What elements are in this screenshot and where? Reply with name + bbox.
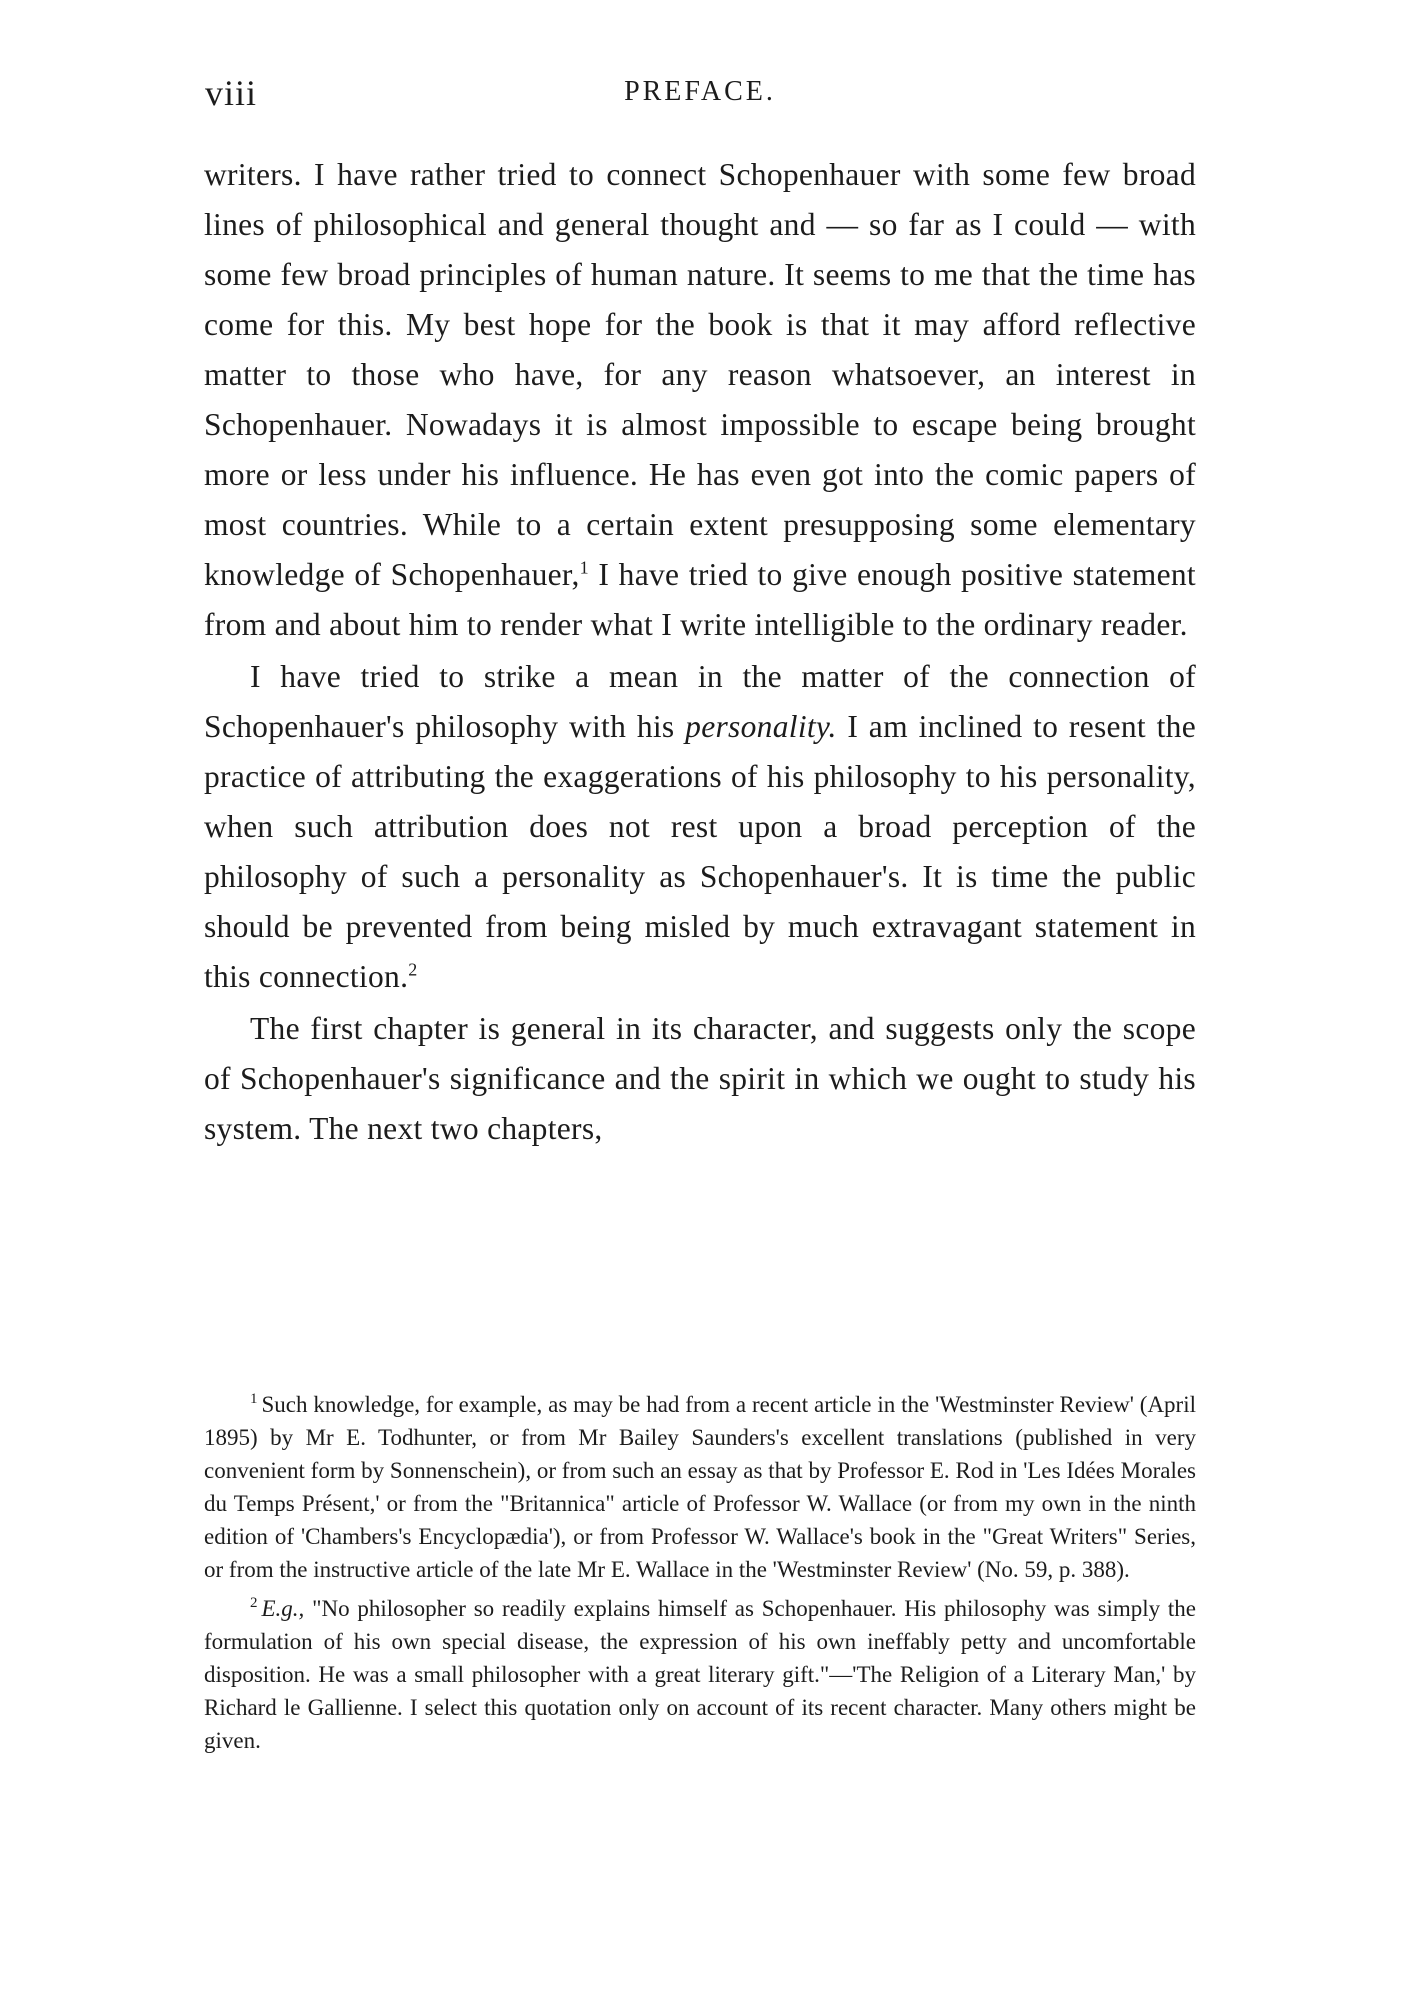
footnote-2-mark: 2 — [250, 1595, 258, 1612]
footnote-2 — [204, 1592, 1196, 1757]
paragraph-2-emphasis: personality. — [685, 709, 837, 744]
footnote-2-emphasis: E.g., — [261, 1596, 305, 1621]
running-title: PREFACE. — [624, 76, 776, 107]
page-number: viii — [205, 73, 258, 113]
paragraph-2-text-a: I have tried to strike a mean in the matter of the connection of Schopenhauer's philosophy with his — [204, 659, 1196, 744]
footnote-1 — [204, 1388, 1196, 1586]
footnotes — [204, 1388, 1196, 1757]
paragraph-3-text: The first chapter is general in its character, and suggests only the scope of Schopenhauer's significance and the spirit in which we ought to study his system. The next two chapters, — [204, 1011, 1196, 1146]
paragraph-1 — [204, 150, 1196, 650]
footnote-2-text: "No philosopher so readily explains himself as Schopenhauer. His philosophy was simply the formulation of his own special disease, the expression of his own ineffably petty and uncomfortable disposition. He was a small philosopher with a great literary gift."—'The Religion of a Literary Man,' by Richard le Gallienne. I select this quotation only on account of its recent character. Many others might be given. — [204, 1596, 1196, 1753]
paragraph-1-text: writers. I have rather tried to connect Schopenhauer with some few broad lines of philosophical and general thought and — so far as I could — with some few broad principles of human nature. It seems to me that the time has come for this. My best hope for the book is that it may afford reflective matter to those who have, for any reason whatsoever, an interest in Schopenhauer. Nowadays it is almost impossible to escape being brought more or less under his influence. He has even got into the comic papers of most countries. While to a certain extent presupposing some elementary knowledge of Schopenhauer, — [204, 157, 1196, 592]
footnote-1-text: Such knowledge, for example, as may be had from a recent article in the 'Westminster Review' (April 1895) by Mr E. Todhunter, or from Mr Bailey Saunders's excellent translations (published in very convenient form by Sonnenschein), or from such an essay as that by Professor E. Rod in 'Les Idées Morales du Temps Présent,' or from the "Britannica" article of Professor W. Wallace (or from my own in the ninth edition of 'Chambers's Encyclopædia'), or from Professor W. Wallace's book in the "Great Writers" Series, or from the instructive article of the late Mr E. Wallace in the 'Westminster Review' (No. 59, p. 388). — [204, 1392, 1196, 1582]
paragraph-2 — [204, 652, 1196, 1002]
footnote-ref-2: 2 — [408, 959, 418, 980]
footnote-ref-1: 1 — [579, 557, 589, 578]
paragraph-3 — [204, 1004, 1196, 1154]
paragraph-2-text-b: I am inclined to resent the practice of attributing the exaggerations of his philosophy to his personality, when such attribution does not rest upon a broad perception of the philosophy of such a personality as Schopenhauer's. It is time the public should be prevented from being misled by much extravagant statement in this connection. — [204, 709, 1196, 994]
body-text — [204, 150, 1196, 1154]
footnote-1-mark: 1 — [250, 1391, 258, 1408]
paragraph-1-tail: I have tried to give enough positive statement from and about him to render what I write intelligible to the ordinary reader. — [204, 557, 1196, 642]
running-header — [205, 72, 1195, 122]
